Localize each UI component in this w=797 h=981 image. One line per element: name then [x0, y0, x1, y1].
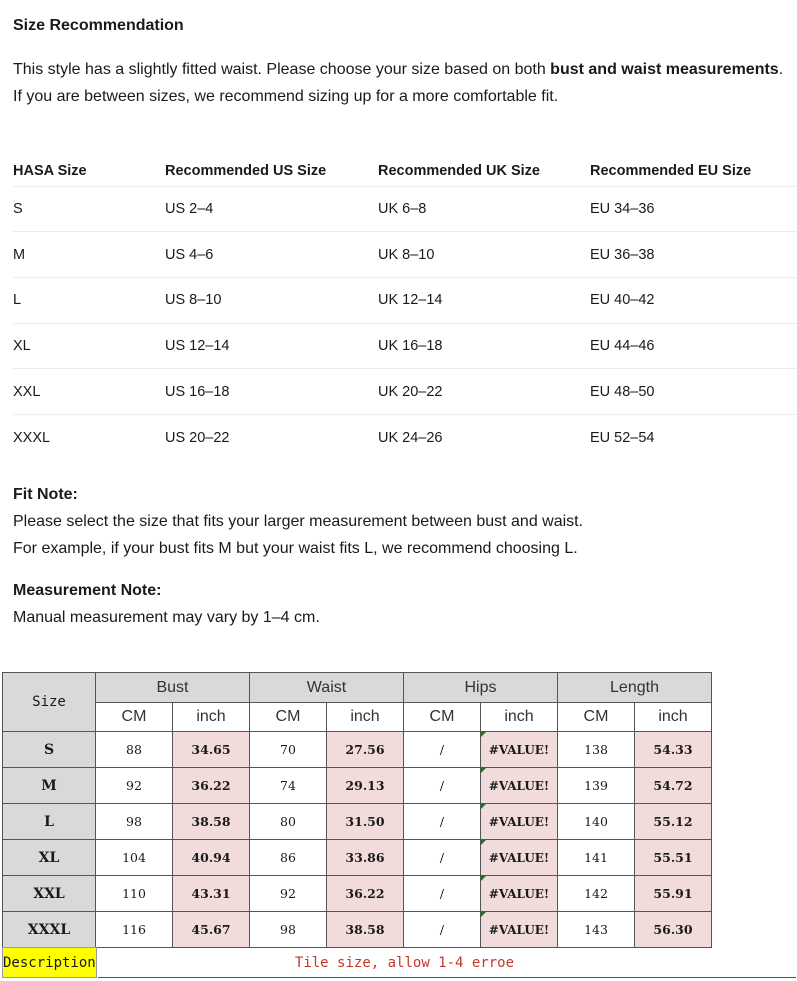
size-label: M [3, 768, 96, 804]
table-cell: XXL [13, 369, 165, 415]
table-cell: EU 44–46 [590, 323, 797, 369]
size-header: Size [3, 673, 96, 732]
cm-value-cell: / [404, 768, 481, 804]
table-row [13, 186, 797, 232]
inch-value-cell: 54.33 [635, 732, 712, 768]
inch-value-cell: #VALUE! [481, 840, 558, 876]
measurement-row [3, 876, 712, 912]
cm-value-cell: 74 [250, 768, 327, 804]
group-length: Length [558, 673, 712, 703]
measurement-row [3, 840, 712, 876]
size-label: S [3, 732, 96, 768]
inch-value-cell: 38.58 [173, 804, 250, 840]
group-waist: Waist [250, 673, 404, 703]
table-cell: US 8–10 [165, 277, 378, 323]
measurement-note-title: Measurement Note: [13, 582, 162, 599]
measurement-row [3, 768, 712, 804]
inch-value-cell: 45.67 [173, 912, 250, 948]
table-cell: EU 34–36 [590, 186, 797, 232]
cm-value-cell: 98 [96, 804, 173, 840]
group-hips: Hips [404, 673, 558, 703]
inch-value-cell: 54.72 [635, 768, 712, 804]
inch-value-cell: 31.50 [327, 804, 404, 840]
table-cell: US 2–4 [165, 186, 378, 232]
cm-value-cell: 141 [558, 840, 635, 876]
cm-value-cell: 86 [250, 840, 327, 876]
cm-value-cell: / [404, 804, 481, 840]
table-cell: UK 16–18 [378, 323, 590, 369]
inch-value-cell: #VALUE! [481, 768, 558, 804]
fit-note-text [13, 508, 793, 562]
intro-bold-text: bust and waist measurements [550, 61, 779, 78]
inch-value-cell: 38.58 [327, 912, 404, 948]
cm-value-cell: / [404, 840, 481, 876]
description-text: Tile size, allow 1-4 erroe [294, 954, 515, 971]
inch-value-cell: 36.22 [173, 768, 250, 804]
unit-header: CM [404, 703, 481, 732]
fit-note-line-2: For example, if your bust fits M but your waist fits L, we recommend choosing L. [13, 540, 578, 557]
table-cell: UK 20–22 [378, 369, 590, 415]
cm-value-cell: 142 [558, 876, 635, 912]
intro-period: . [778, 61, 784, 78]
fit-note-title: Fit Note: [13, 486, 78, 503]
measurement-row [3, 732, 712, 768]
size-label: XXL [3, 876, 96, 912]
inch-value-cell: 43.31 [173, 876, 250, 912]
table-cell: L [13, 277, 165, 323]
inch-value-cell: #VALUE! [481, 804, 558, 840]
intro-line-2: If you are between sizes, we recommend sizing up for a more comfortable fit. [13, 88, 559, 105]
measurement-row [3, 912, 712, 948]
cm-value-cell: 110 [96, 876, 173, 912]
inch-value-cell: 55.12 [635, 804, 712, 840]
inch-value-cell: #VALUE! [481, 732, 558, 768]
table-cell: UK 6–8 [378, 186, 590, 232]
inch-value-cell: 55.51 [635, 840, 712, 876]
intro-text: This style has a slightly fitted waist. Please choose your size based on both [13, 61, 551, 78]
table-cell: US 4–6 [165, 232, 378, 278]
measurement-chart [2, 672, 797, 981]
inch-value-cell: 33.86 [327, 840, 404, 876]
table-cell: UK 24–26 [378, 414, 590, 460]
table-cell: M [13, 232, 165, 278]
inch-value-cell: 29.13 [327, 768, 404, 804]
table-cell: EU 40–42 [590, 277, 797, 323]
size-label: L [3, 804, 96, 840]
cm-value-cell: / [404, 876, 481, 912]
inch-value-cell: 34.65 [173, 732, 250, 768]
intro-paragraph [13, 56, 793, 110]
fit-note-line-1: Please select the size that fits your larger measurement between bust and waist. [13, 513, 584, 530]
group-bust: Bust [96, 673, 250, 703]
unit-header: inch [327, 703, 404, 732]
table-cell: S [13, 186, 165, 232]
unit-header: CM [96, 703, 173, 732]
size-recommendation-title: Size Recommendation [13, 17, 184, 34]
unit-header: inch [173, 703, 250, 732]
cm-value-cell: / [404, 912, 481, 948]
table-cell: EU 52–54 [590, 414, 797, 460]
description-label: Description [3, 948, 97, 978]
inch-value-cell: #VALUE! [481, 876, 558, 912]
unit-header: CM [558, 703, 635, 732]
measurement-note-text: Manual measurement may vary by 1–4 cm. [13, 609, 320, 626]
cm-value-cell: / [404, 732, 481, 768]
table-cell: US 20–22 [165, 414, 378, 460]
size-recommendation-table [13, 156, 797, 460]
cm-value-cell: 98 [250, 912, 327, 948]
cm-value-cell: 143 [558, 912, 635, 948]
table-header-row [13, 156, 797, 186]
cm-value-cell: 138 [558, 732, 635, 768]
cm-value-cell: 104 [96, 840, 173, 876]
cm-value-cell: 140 [558, 804, 635, 840]
cm-value-cell: 92 [250, 876, 327, 912]
inch-value-cell: 27.56 [327, 732, 404, 768]
table-cell: XL [13, 323, 165, 369]
table-row [13, 232, 797, 278]
table-cell: UK 8–10 [378, 232, 590, 278]
description-row [3, 948, 713, 978]
cm-value-cell: 88 [96, 732, 173, 768]
header-hasa-size: HASA Size [13, 162, 87, 179]
table-row [13, 323, 797, 369]
cm-value-cell: 80 [250, 804, 327, 840]
inch-value-cell: #VALUE! [481, 912, 558, 948]
table-cell: EU 48–50 [590, 369, 797, 415]
header-us-size: Recommended US Size [165, 162, 327, 179]
table-cell: XXXL [13, 414, 165, 460]
header-uk-size: Recommended UK Size [378, 162, 540, 179]
table-cell: US 16–18 [165, 369, 378, 415]
cm-value-cell: 92 [96, 768, 173, 804]
table-cell: EU 36–38 [590, 232, 797, 278]
unit-header: inch [635, 703, 712, 732]
cm-value-cell: 70 [250, 732, 327, 768]
size-label: XXXL [3, 912, 96, 948]
measurement-row [3, 804, 712, 840]
unit-header: inch [481, 703, 558, 732]
header-eu-size: Recommended EU Size [590, 162, 752, 179]
table-cell: UK 12–14 [378, 277, 590, 323]
table-row [13, 277, 797, 323]
inch-value-cell: 40.94 [173, 840, 250, 876]
inch-value-cell: 56.30 [635, 912, 712, 948]
description-table [2, 947, 712, 978]
measurement-table [2, 672, 712, 948]
table-row [13, 414, 797, 460]
unit-header: CM [250, 703, 327, 732]
cm-value-cell: 116 [96, 912, 173, 948]
table-cell: US 12–14 [165, 323, 378, 369]
cm-value-cell: 139 [558, 768, 635, 804]
group-header-row [3, 673, 712, 703]
inch-value-cell: 36.22 [327, 876, 404, 912]
unit-header-row [3, 703, 712, 732]
table-row [13, 369, 797, 415]
size-label: XL [3, 840, 96, 876]
inch-value-cell: 55.91 [635, 876, 712, 912]
